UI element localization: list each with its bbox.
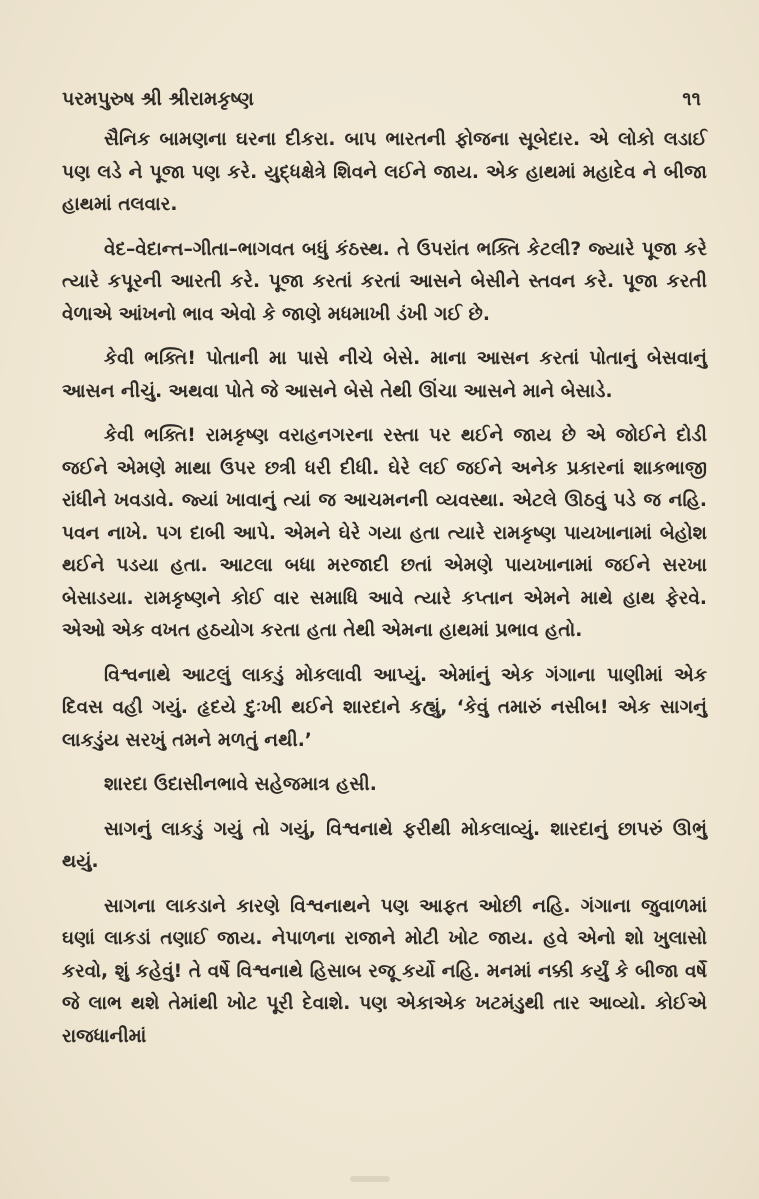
- paragraph: વિશ્વનાથે આટલું લાકડું મોકલાવી આપ્યું. એમાંનું એક ગંગાના પાણીમાં એક દિવસ વહી ગયું. હૃદયે દુઃખી થઈને શારદાને કહ્યું, ‘કેવું તમારું નસીબ! એક સાગનું લાકડુંય સરખું તમને મળતું નથી.’: [62, 664, 707, 751]
- running-title: પરમપુરુષ શ્રી શ્રીરામકૃષ્ણ: [62, 88, 254, 110]
- paragraph: સાગના લાકડાને કારણે વિશ્વનાથને પણ આફત ઓછી નહિ. ગંગાના જુવાળમાં ઘણાં લાકડાં તણાઈ જાય. નેપાળના રાજાને મોટી ખોટ જાય. હવે એનો શો ખુલાસો કરવો, શું કહેવું! તે વર્ષે વિશ્વનાથે હિસાબ રજૂ કર્યો નહિ. મનમાં નક્કી કર્યું કે બીજા વર્ષે જે લાભ થશે તેમાંથી ખોટ પૂરી દેવાશે. પણ એકાએક ખટમંડુથી તાર આવ્યો. કોઈએ રાજધાનીમાં: [62, 895, 707, 1047]
- body-text: [62, 124, 707, 1169]
- footer-smudge: [350, 1176, 390, 1182]
- paragraph: વેદ–વેદાન્ત–ગીતા–ભાગવત બધું કંઠસ્થ. તે ઉપરાંત ભક્તિ કેટલી? જ્યારે પૂજા કરે ત્યારે કપૂરની આરતી કરે. પૂજા કરતાં કરતાં આસને બેસીને સ્તવન કરે. પૂજા કરતી વેળાએ આંખનો ભાવ એવો કે જાણે મધમાખી ડંખી ગઈ છે.: [62, 238, 707, 325]
- page-number: ૧૧: [682, 88, 701, 110]
- paragraph: સૈનિક બામણના ઘરના દીકરા. બાપ ભારતની ફોજના સૂબેદાર. એ લોકો લડાઈ પણ લડે ને પૂજા પણ કરે. યુદ્ધક્ષેત્રે શિવને લઈને જાય. એક હાથમાં મહાદેવ ને બીજા હાથમાં તલવાર.: [62, 129, 707, 215]
- paragraph: કેવી ભક્તિ! પોતાની મા પાસે નીચે બેસે. માના આસન કરતાં પોતાનું બેસવાનું આસન નીચું. અથવા પોતે જે આસને બેસે તેથી ઊંચા આસને માને બેસાડે.: [62, 348, 707, 402]
- running-header: [62, 84, 701, 114]
- paragraph: સાગનું લાકડું ગયું તો ગયું, વિશ્વનાથે ફરીથી મોકલાવ્યું. શારદાનું છાપરું ઊભું થયું.: [62, 818, 707, 872]
- paragraph: શારદા ઉદાસીનભાવે સહેજમાત્ર હસી.: [104, 774, 377, 795]
- paragraph: કેવી ભક્તિ! રામકૃષ્ણ વરાહનગરના રસ્તા પર થઈને જાય છે એ જોઈને દોડી જઈને એમણે માથા ઉપર છત્રી ધરી દીધી. ઘેરે લઈ જઈને અનેક પ્રકારનાં શાકભાજી રાંધીને ખવડાવે. જ્યાં ખાવાનું ત્યાં જ આચમનની વ્યવસ્થા. એટલે ઊઠવું પડે જ નહિ. પવન નાખે. પગ દાબી આપે. એમને ઘેરે ગયા હતા ત્યારે રામકૃષ્ણ પાયખાનામાં બેહોશ થઈને પડયા હતા. આટલા બધા મરજાદી છતાં એમણે પાયખાનામાં જઈને સરખા બેસાડયા. રામકૃષ્ણને કોઈ વાર સમાધિ આવે ત્યારે કપ્તાન એમને માથે હાથ ફેરવે. એઓ એક વખત હઠયોગ કરતા હતા તેથી એમના હાથમાં પ્રભાવ હતો.: [62, 425, 707, 641]
